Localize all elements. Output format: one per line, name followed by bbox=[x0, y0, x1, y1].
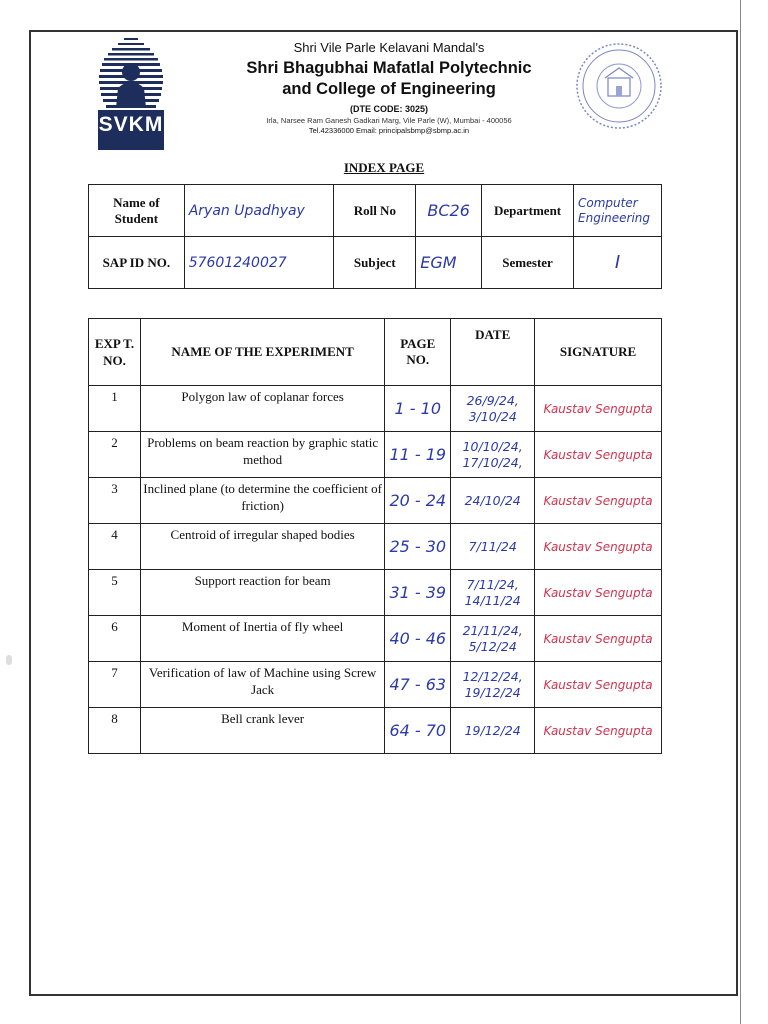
exp-date: 7/11/24, 14/11/24 bbox=[451, 570, 535, 616]
header-date: DATE bbox=[451, 319, 535, 386]
student-info-table bbox=[88, 184, 662, 289]
department-value: Computer Engineering bbox=[574, 185, 662, 237]
header-signature: SIGNATURE bbox=[535, 319, 662, 386]
exp-page: 1 - 10 bbox=[385, 386, 451, 432]
roll-value: BC26 bbox=[416, 185, 482, 237]
exp-no: 8 bbox=[89, 708, 141, 754]
exp-date: 19/12/24 bbox=[451, 708, 535, 754]
exp-signature: Kaustav Sengupta bbox=[535, 386, 662, 432]
institute-name-line2: and College of Engineering bbox=[282, 80, 496, 98]
exp-signature: Kaustav Sengupta bbox=[535, 524, 662, 570]
exp-no: 1 bbox=[89, 386, 141, 432]
college-seal-icon bbox=[575, 42, 663, 130]
exp-name: Support reaction for beam bbox=[140, 570, 384, 616]
table-row bbox=[89, 432, 662, 478]
table-row bbox=[89, 386, 662, 432]
exp-page: 25 - 30 bbox=[385, 524, 451, 570]
exp-date: 21/11/24, 5/12/24 bbox=[451, 616, 535, 662]
name-label: Name of Student bbox=[89, 185, 185, 237]
exp-no: 6 bbox=[89, 616, 141, 662]
exp-name: Problems on beam reaction by graphic static method bbox=[140, 432, 384, 478]
exp-name: Verification of law of Machine using Screw Jack bbox=[140, 662, 384, 708]
header-page-no: PAGE NO. bbox=[385, 319, 451, 386]
exp-signature: Kaustav Sengupta bbox=[535, 662, 662, 708]
subject-label: Subject bbox=[334, 237, 416, 289]
exp-name: Inclined plane (to determine the coefficient of friction) bbox=[140, 478, 384, 524]
exp-page: 64 - 70 bbox=[385, 708, 451, 754]
exp-date: 7/11/24 bbox=[451, 524, 535, 570]
exp-name: Moment of Inertia of fly wheel bbox=[140, 616, 384, 662]
experiments-table bbox=[88, 318, 662, 754]
sap-label: SAP ID NO. bbox=[89, 237, 185, 289]
table-row bbox=[89, 478, 662, 524]
dte-code: (DTE CODE: 3025) bbox=[349, 104, 429, 114]
address: Irla, Narsee Ram Ganesh Gadkari Marg, Vile Parle (W), Mumbai - 400056 bbox=[266, 116, 512, 125]
department-label: Department bbox=[482, 185, 574, 237]
table-row bbox=[89, 524, 662, 570]
exp-signature: Kaustav Sengupta bbox=[535, 478, 662, 524]
exp-signature: Kaustav Sengupta bbox=[535, 708, 662, 754]
exp-name: Centroid of irregular shaped bodies bbox=[140, 524, 384, 570]
institute-header bbox=[180, 40, 598, 135]
exp-no: 3 bbox=[89, 478, 141, 524]
page-title: INDEX PAGE bbox=[343, 160, 425, 175]
exp-signature: Kaustav Sengupta bbox=[535, 432, 662, 478]
page-edge bbox=[740, 0, 741, 1024]
exp-no: 2 bbox=[89, 432, 141, 478]
name-value: Aryan Upadhyay bbox=[184, 185, 334, 237]
institute-name-line1: Shri Bhagubhai Mafatlal Polytechnic bbox=[246, 59, 532, 77]
exp-page: 11 - 19 bbox=[385, 432, 451, 478]
exp-date: 26/9/24, 3/10/24 bbox=[451, 386, 535, 432]
exp-date: 10/10/24, 17/10/24, bbox=[451, 432, 535, 478]
table-row bbox=[89, 662, 662, 708]
table-row bbox=[89, 570, 662, 616]
exp-page: 20 - 24 bbox=[385, 478, 451, 524]
sap-value: 57601240027 bbox=[184, 237, 334, 289]
roll-label: Roll No bbox=[334, 185, 416, 237]
exp-no: 5 bbox=[89, 570, 141, 616]
exp-name: Bell crank lever bbox=[140, 708, 384, 754]
exp-signature: Kaustav Sengupta bbox=[535, 570, 662, 616]
exp-name: Polygon law of coplanar forces bbox=[140, 386, 384, 432]
header-experiment-name: NAME OF THE EXPERIMENT bbox=[140, 319, 384, 386]
org-name: Shri Vile Parle Kelavani Mandal's bbox=[293, 40, 485, 55]
exp-page: 40 - 46 bbox=[385, 616, 451, 662]
exp-page: 31 - 39 bbox=[385, 570, 451, 616]
table-row bbox=[89, 708, 662, 754]
exp-no: 7 bbox=[89, 662, 141, 708]
exp-no: 4 bbox=[89, 524, 141, 570]
svkm-logo bbox=[94, 38, 168, 156]
exp-date: 24/10/24 bbox=[451, 478, 535, 524]
semester-label: Semester bbox=[482, 237, 574, 289]
subject-value: EGM bbox=[416, 237, 482, 289]
exp-signature: Kaustav Sengupta bbox=[535, 616, 662, 662]
exp-date: 12/12/24, 19/12/24 bbox=[451, 662, 535, 708]
exp-page: 47 - 63 bbox=[385, 662, 451, 708]
table-row bbox=[89, 616, 662, 662]
contact: Tel.42336000 Email: principalsbmp@sbmp.ac.in bbox=[308, 126, 470, 135]
semester-value: I bbox=[574, 237, 662, 289]
logo-text: SVKM bbox=[98, 113, 164, 136]
header-exp-no: EXP T. NO. bbox=[89, 319, 141, 386]
scan-mark bbox=[6, 655, 12, 665]
